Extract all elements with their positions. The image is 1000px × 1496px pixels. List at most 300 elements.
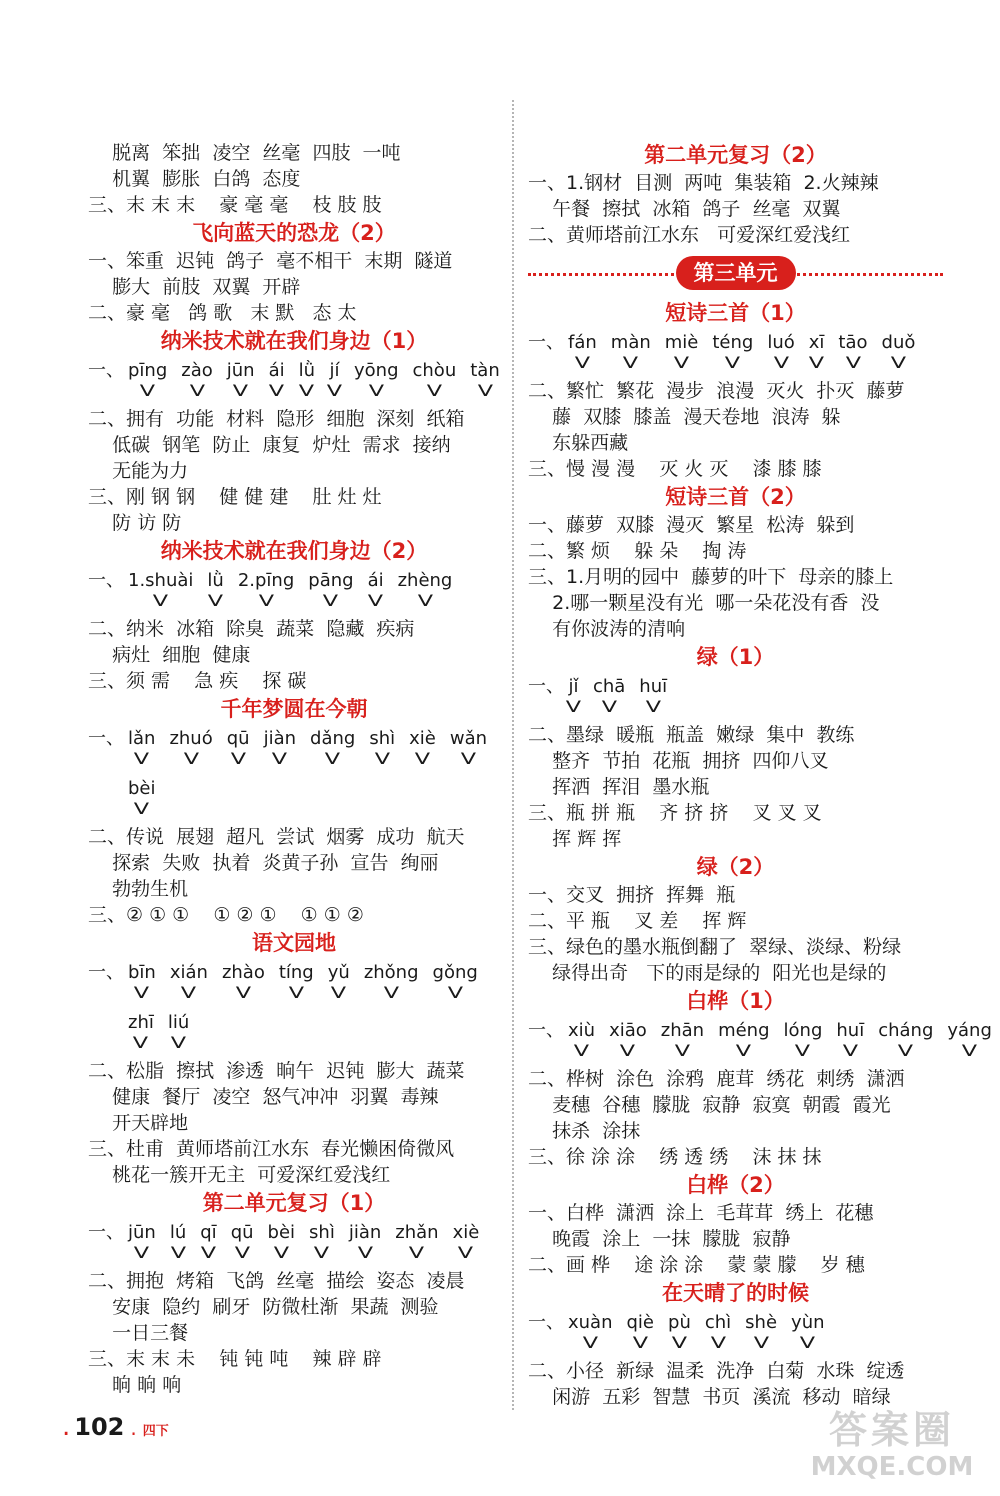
pinyin-text: xiè xyxy=(452,1222,480,1243)
check-mark-icon: V xyxy=(645,697,661,716)
section-heading: 第二单元复习（2） xyxy=(644,143,827,167)
pinyin-item xyxy=(712,332,753,372)
answer-line: 三、绿色的墨水瓶倒翻了 翠绿、淡绿、粉绿 xyxy=(528,936,902,958)
pinyin-item xyxy=(128,1012,154,1052)
check-mark-icon: V xyxy=(795,1041,811,1060)
answer-line: 二、传说 展翅 超凡 尝试 烟雾 成功 航天 xyxy=(88,826,465,848)
pinyin-text: dǎng xyxy=(310,728,356,749)
check-mark-icon: V xyxy=(409,1243,425,1262)
section-heading: 白桦（2） xyxy=(686,1173,785,1197)
check-mark-icon: V xyxy=(234,1243,250,1262)
section-heading: 语文园地 xyxy=(252,931,336,955)
pinyin-item xyxy=(453,1222,480,1262)
pinyin-text: zhào xyxy=(221,962,265,983)
answer-line: 健康 餐厅 凌空 怒气冲冲 羽翼 毒辣 xyxy=(88,1086,439,1108)
answer-line: 二、繁忙 繁花 漫步 浪漫 灭火 扑灭 藤萝 xyxy=(528,380,905,402)
check-mark-icon: V xyxy=(961,1041,978,1060)
check-mark-icon: V xyxy=(674,1041,691,1060)
pinyin-item xyxy=(368,570,384,610)
pinyin-item xyxy=(838,332,867,372)
answer-line: 桃花一簇开无主 可爱深红爱浅红 xyxy=(88,1164,391,1186)
pinyin-text: jiàn xyxy=(348,1222,382,1243)
pinyin-item xyxy=(568,332,597,372)
pinyin-text: zhèng xyxy=(397,570,453,591)
answer-line: 麦穗 谷穗 朦胧 寂静 寂寞 朝霞 霞光 xyxy=(528,1094,891,1116)
check-mark-icon: V xyxy=(357,1243,373,1262)
section-heading: 第二单元复习（1） xyxy=(202,1191,386,1215)
pinyin-text: bèi xyxy=(267,1222,296,1243)
pinyin-item xyxy=(181,360,213,400)
pinyin-text: luó xyxy=(767,332,795,353)
pinyin-item xyxy=(269,360,285,400)
footer-dot: . xyxy=(62,1412,71,1442)
answer-line: 病灶 细胞 健康 xyxy=(88,644,251,666)
answer-line: 一、交叉 拥挤 挥舞 瓶 xyxy=(528,884,736,906)
pinyin-row xyxy=(528,332,943,378)
answer-line: 午餐 擦拭 冰箱 鸽子 丝毫 双翼 xyxy=(528,198,841,220)
section-heading: 绿（1） xyxy=(696,645,775,669)
pinyin-text: bīn xyxy=(128,962,156,983)
check-mark-icon: V xyxy=(133,1033,149,1052)
check-mark-icon: V xyxy=(632,1333,648,1352)
answer-line: 二、小径 新绿 温柔 洗净 白菊 水珠 绽透 xyxy=(528,1360,905,1382)
pinyin-item xyxy=(661,1020,704,1060)
pinyin-text: chì xyxy=(704,1312,732,1333)
pinyin-item xyxy=(878,1020,933,1060)
answer-line: 一、1.钢材 目测 两吨 集装箱 2.火辣辣 xyxy=(528,172,879,194)
pinyin-item xyxy=(354,360,399,400)
answer-line: 防 访 防 xyxy=(88,512,182,534)
pinyin-row-label: 一、 xyxy=(528,1020,564,1041)
pinyin-text: cháng xyxy=(878,1020,934,1041)
pinyin-item xyxy=(308,570,353,610)
pinyin-item xyxy=(128,778,156,818)
pinyin-text: pāng xyxy=(308,570,354,591)
pinyin-item xyxy=(413,360,457,400)
pinyin-item xyxy=(349,1222,381,1262)
pinyin-item xyxy=(238,570,294,610)
check-mark-icon: V xyxy=(258,591,274,610)
answer-line: 东躲西藏 xyxy=(528,432,629,454)
pinyin-text: xī xyxy=(808,332,825,353)
pinyin-item xyxy=(309,1222,335,1262)
check-mark-icon: V xyxy=(325,749,341,768)
pinyin-item xyxy=(326,360,343,400)
answer-line: 二、墨绿 暖瓶 瓶盖 嫩绿 集中 教练 xyxy=(528,724,855,746)
check-mark-icon: V xyxy=(323,591,339,610)
pinyin-item xyxy=(593,676,625,716)
pinyin-row-label: 一、 xyxy=(88,360,124,381)
pinyin-text: shì xyxy=(309,1222,335,1243)
left-column xyxy=(88,140,500,1398)
check-mark-icon: V xyxy=(845,353,861,372)
pinyin-text: yùn xyxy=(791,1312,825,1333)
pinyin-text: huī xyxy=(639,676,668,697)
check-mark-icon: V xyxy=(200,1243,217,1262)
check-mark-icon: V xyxy=(139,381,156,400)
pinyin-item xyxy=(433,962,478,1002)
unit-title: 第三单元 xyxy=(676,256,796,290)
pinyin-text: jí xyxy=(329,360,340,381)
pinyin-row xyxy=(88,778,500,824)
section-heading: 在天晴了的时候 xyxy=(662,1281,809,1305)
check-mark-icon: V xyxy=(601,697,617,716)
pinyin-item xyxy=(227,360,255,400)
pinyin-row xyxy=(528,1020,992,1066)
answer-line: 三、瓶 拼 瓶 齐 挤 挤 叉 叉 叉 xyxy=(528,802,822,824)
check-mark-icon: V xyxy=(183,749,199,768)
pinyin-text: qū xyxy=(230,1222,254,1243)
pinyin-text: fán xyxy=(568,332,597,353)
pinyin-item xyxy=(882,332,916,372)
page-number: 102 xyxy=(74,1413,125,1441)
pinyin-text: zhuó xyxy=(169,728,213,749)
pinyin-text: 1.shuài xyxy=(128,570,194,591)
pinyin-text: bèi xyxy=(128,778,156,799)
pinyin-text: zhī xyxy=(128,1012,154,1033)
pinyin-text: xuàn xyxy=(568,1312,613,1333)
pinyin-text: yōng xyxy=(354,360,399,381)
pinyin-text: huī xyxy=(836,1020,865,1041)
answer-line: 藤 双膝 膝盖 漫天卷地 浪涛 躲 xyxy=(528,406,841,428)
answer-line: 绿得出奇 下的雨是绿的 阳光也是绿的 xyxy=(528,962,887,984)
check-mark-icon: V xyxy=(673,353,690,372)
check-mark-icon: V xyxy=(230,749,246,768)
section-heading: 白桦（1） xyxy=(686,989,785,1013)
check-mark-icon: V xyxy=(134,983,150,1002)
check-mark-icon: V xyxy=(890,353,907,372)
pinyin-row-label: 一、 xyxy=(528,332,564,353)
section-heading: 纳米技术就在我们身边（2） xyxy=(160,539,428,563)
pinyin-text: tíng xyxy=(278,962,314,983)
pinyin-item xyxy=(568,1312,613,1352)
grade-label: 四下 xyxy=(142,1424,169,1439)
column-divider xyxy=(512,100,514,1410)
check-mark-icon: V xyxy=(477,381,493,400)
check-mark-icon: V xyxy=(725,353,741,372)
pinyin-item xyxy=(227,728,250,768)
pinyin-item xyxy=(809,332,825,372)
pinyin-text: 2.pīng xyxy=(237,570,295,591)
pinyin-text: lǜ xyxy=(298,360,316,381)
pinyin-item xyxy=(128,1222,156,1262)
check-mark-icon: V xyxy=(314,1243,330,1262)
check-mark-icon: V xyxy=(736,1041,752,1060)
pinyin-row xyxy=(88,1012,500,1058)
pinyin-text: xiāo xyxy=(609,1020,647,1041)
answer-line: 晌 晌 响 xyxy=(88,1374,182,1396)
pinyin-item xyxy=(450,728,487,768)
pinyin-item xyxy=(369,728,395,768)
pinyin-text: yáng xyxy=(947,1020,992,1041)
section-heading: 飞向蓝天的恐龙（2） xyxy=(192,221,396,245)
watermark-logo-text: 答案圈 xyxy=(828,1408,955,1452)
check-mark-icon: V xyxy=(170,1243,186,1262)
check-mark-icon: V xyxy=(134,799,150,818)
pinyin-text: jǐ xyxy=(568,676,579,697)
pinyin-text: téng xyxy=(712,332,754,353)
pinyin-row xyxy=(88,962,500,1008)
answer-line: 挥 辉 挥 xyxy=(528,828,622,850)
answer-line: 闲游 五彩 智慧 书页 溪流 移动 暗绿 xyxy=(528,1386,891,1408)
check-mark-icon: V xyxy=(374,749,390,768)
answer-line: 二、拥有 功能 材料 隐形 细胞 深刻 纸箱 xyxy=(88,408,465,430)
pinyin-item xyxy=(668,1312,691,1352)
check-mark-icon: V xyxy=(368,381,384,400)
answer-line: 晚霞 涂上 一抹 朦胧 寂静 xyxy=(528,1228,791,1250)
check-mark-icon: V xyxy=(620,1041,636,1060)
answer-line: 低碳 钢笔 防止 康复 炉灶 需求 接纳 xyxy=(88,434,451,456)
check-mark-icon: V xyxy=(170,1033,187,1052)
pinyin-text: miè xyxy=(664,332,699,353)
pinyin-item xyxy=(264,728,296,768)
pinyin-row xyxy=(528,1312,943,1358)
check-mark-icon: V xyxy=(573,1041,590,1060)
pinyin-text: lú xyxy=(169,1222,187,1243)
pinyin-item xyxy=(128,728,155,768)
pinyin-text: zhǎn xyxy=(395,1222,439,1243)
pinyin-item xyxy=(836,1020,864,1060)
pinyin-text: ái xyxy=(268,360,285,381)
pinyin-item xyxy=(398,570,453,610)
pinyin-item xyxy=(222,962,265,1002)
pinyin-text: shì xyxy=(369,728,396,749)
answer-line: 二、豪 毫 鸽 歌 末 默 态 太 xyxy=(88,302,357,324)
pinyin-text: tàn xyxy=(470,360,500,381)
pinyin-item xyxy=(128,570,193,610)
pinyin-row-label: 一、 xyxy=(88,570,124,591)
pinyin-row xyxy=(88,360,500,406)
pinyin-text: tāo xyxy=(838,332,868,353)
check-mark-icon: V xyxy=(414,749,431,768)
answer-line: 三、末 末 末 豪 毫 毫 枝 肢 肢 xyxy=(88,194,382,216)
check-mark-icon: V xyxy=(153,591,169,610)
pinyin-text: xiè xyxy=(409,728,436,749)
pinyin-text: chā xyxy=(592,676,626,697)
pinyin-row xyxy=(88,570,500,616)
answer-line: 一、藤萝 双膝 漫灭 繁星 松涛 躲到 xyxy=(528,514,855,536)
answer-line: 抹杀 涂抹 xyxy=(528,1120,641,1142)
pinyin-row xyxy=(88,728,500,774)
check-mark-icon: V xyxy=(233,381,249,400)
answer-line: 二、繁 烦 躲 朵 掏 涛 xyxy=(528,540,747,562)
pinyin-text: qū xyxy=(226,728,250,749)
answer-line: 开天辟地 xyxy=(88,1112,189,1134)
check-mark-icon: V xyxy=(273,1243,289,1262)
page-footer xyxy=(62,1412,169,1442)
answer-line: 安康 隐约 刷牙 防微杜渐 果蔬 测验 xyxy=(88,1296,439,1318)
check-mark-icon: V xyxy=(326,381,343,400)
check-mark-icon: V xyxy=(189,381,205,400)
pinyin-item xyxy=(310,728,355,768)
answer-line: 二、桦树 涂色 涂鸦 鹿茸 绣花 刺绣 潇洒 xyxy=(528,1068,905,1090)
answer-line: 二、黄师塔前江水东 可爱深红爱浅红 xyxy=(528,224,851,246)
pinyin-text: qī xyxy=(200,1222,217,1243)
pinyin-item xyxy=(170,962,208,1002)
check-mark-icon: V xyxy=(671,1333,688,1352)
pinyin-item xyxy=(947,1020,992,1060)
section-heading: 千年梦圆在今朝 xyxy=(220,697,368,721)
check-mark-icon: V xyxy=(383,983,399,1002)
pinyin-item xyxy=(328,962,350,1002)
pinyin-row-label: 一、 xyxy=(88,1222,124,1243)
check-mark-icon: V xyxy=(623,353,639,372)
answer-line: 探索 失败 执着 炎黄子孙 宣告 绚丽 xyxy=(88,852,439,874)
check-mark-icon: V xyxy=(426,381,443,400)
check-mark-icon: V xyxy=(268,381,285,400)
pinyin-text: chòu xyxy=(412,360,457,381)
right-column xyxy=(528,140,992,1410)
unit-banner xyxy=(528,254,943,294)
pinyin-text: zhān xyxy=(660,1020,705,1041)
pinyin-text: jūn xyxy=(128,1222,156,1243)
check-mark-icon: V xyxy=(417,591,433,610)
answer-line: 三、慢 漫 漫 灭 火 灭 漆 膝 膝 xyxy=(528,458,822,480)
answer-line: 三、刚 钢 钢 健 健 建 肚 灶 灶 xyxy=(88,486,382,508)
answer-line: 三、须 需 急 疾 探 碳 xyxy=(88,670,307,692)
pinyin-item xyxy=(627,1312,655,1352)
check-mark-icon: V xyxy=(299,381,315,400)
check-mark-icon: V xyxy=(235,983,252,1002)
check-mark-icon: V xyxy=(842,1041,858,1060)
answer-line: 膨大 前肢 双翼 开辟 xyxy=(88,276,301,298)
section-heading: 短诗三首（2） xyxy=(665,485,806,509)
answer-line: 脱离 笨拙 凌空 丝毫 四肢 一吨 xyxy=(88,142,401,164)
check-mark-icon: V xyxy=(367,591,384,610)
pinyin-item xyxy=(745,1312,777,1352)
section-heading: 绿（2） xyxy=(696,855,775,879)
check-mark-icon: V xyxy=(134,1243,150,1262)
answer-line: 三、末 末 未 钝 钝 吨 辣 辟 辟 xyxy=(88,1348,382,1370)
answer-line: 机翼 膨胀 白鸽 态度 xyxy=(88,168,301,190)
pinyin-row-label: 一、 xyxy=(88,962,124,983)
pinyin-text: méng xyxy=(718,1020,770,1041)
answer-line: 勃勃生机 xyxy=(88,878,189,900)
site-watermark xyxy=(802,1408,982,1484)
pinyin-item xyxy=(791,1312,824,1352)
pinyin-item xyxy=(200,1222,216,1262)
pinyin-text: ái xyxy=(367,570,384,591)
answer-line: 二、拥抱 烤箱 飞鸽 丝毫 描绘 姿态 凌晨 xyxy=(88,1270,465,1292)
check-mark-icon: V xyxy=(753,1333,769,1352)
pinyin-item xyxy=(611,332,651,372)
pinyin-item xyxy=(128,360,167,400)
pinyin-text: màn xyxy=(610,332,651,353)
pinyin-item xyxy=(168,1012,189,1052)
pinyin-text: shè xyxy=(745,1312,778,1333)
answer-line: 一、白桦 潇洒 涂上 毛茸茸 绣上 花穗 xyxy=(528,1202,874,1224)
pinyin-row-label: 一、 xyxy=(528,1312,564,1333)
check-mark-icon: V xyxy=(288,983,304,1002)
pinyin-item xyxy=(170,1222,186,1262)
check-mark-icon: V xyxy=(181,983,197,1002)
check-mark-icon: V xyxy=(272,749,288,768)
footer-dot: . xyxy=(130,1416,137,1440)
pinyin-text: jūn xyxy=(226,360,255,381)
pinyin-item xyxy=(231,1222,254,1262)
check-mark-icon: V xyxy=(460,749,477,768)
check-mark-icon: V xyxy=(331,983,347,1002)
check-mark-icon: V xyxy=(800,1333,816,1352)
answer-line: 二、松脂 擦拭 渗透 晌午 迟钝 膨大 蔬菜 xyxy=(88,1060,465,1082)
check-mark-icon: V xyxy=(134,749,150,768)
pinyin-text: xián xyxy=(169,962,208,983)
pinyin-text: lóng xyxy=(783,1020,823,1041)
pinyin-item xyxy=(767,332,794,372)
check-mark-icon: V xyxy=(808,353,825,372)
pinyin-text: zhǒng xyxy=(363,962,419,983)
pinyin-text: gǒng xyxy=(432,962,478,983)
check-mark-icon: V xyxy=(710,1333,726,1352)
pinyin-text: duǒ xyxy=(881,332,916,353)
pinyin-item xyxy=(718,1020,769,1060)
check-mark-icon: V xyxy=(565,697,582,716)
pinyin-item xyxy=(665,332,699,372)
check-mark-icon: V xyxy=(773,353,789,372)
pinyin-text: liú xyxy=(167,1012,190,1033)
pinyin-item xyxy=(395,1222,438,1262)
pinyin-item xyxy=(299,360,315,400)
answer-line: 二、平 瓶 叉 差 挥 辉 xyxy=(528,910,747,932)
pinyin-row-label: 一、 xyxy=(528,676,564,697)
pinyin-item xyxy=(565,676,582,716)
pinyin-text: pù xyxy=(668,1312,691,1333)
pinyin-item xyxy=(279,962,314,1002)
answer-line: 一日三餐 xyxy=(88,1322,189,1344)
pinyin-text: wǎn xyxy=(449,728,488,749)
pinyin-item xyxy=(169,728,212,768)
pinyin-item xyxy=(207,570,223,610)
pinyin-text: qiè xyxy=(626,1312,655,1333)
pinyin-text: lǎn xyxy=(128,728,156,749)
pinyin-row-label: 一、 xyxy=(88,728,124,749)
answer-line: 有你波涛的清响 xyxy=(528,618,686,640)
section-heading: 短诗三首（1） xyxy=(665,301,806,325)
answer-line: 三、1.月明的园中 藤萝的叶下 母亲的膝上 xyxy=(528,566,894,588)
watermark-url: MXQE.COM xyxy=(810,1452,974,1482)
pinyin-item xyxy=(568,1020,595,1060)
answer-line: 一、笨重 迟钝 鸽子 毫不相干 末期 隧道 xyxy=(88,250,453,272)
answer-line: 三、徐 涂 涂 绣 透 绣 沫 抹 抹 xyxy=(528,1146,822,1168)
check-mark-icon: V xyxy=(207,591,224,610)
pinyin-item xyxy=(409,728,436,768)
check-mark-icon: V xyxy=(898,1041,914,1060)
answer-line: 二、画 桦 途 涂 涂 蒙 蒙 朦 岁 穗 xyxy=(528,1254,865,1276)
check-mark-icon: V xyxy=(458,1243,474,1262)
answer-line: 无能为力 xyxy=(88,460,189,482)
pinyin-text: pīng xyxy=(128,360,168,381)
pinyin-item xyxy=(128,962,156,1002)
answer-line: 二、纳米 冰箱 除臭 蔬菜 隐藏 疾病 xyxy=(88,618,415,640)
pinyin-row xyxy=(88,1222,500,1268)
answer-line: 三、② ① ① ① ② ① ① ① ② xyxy=(88,904,364,926)
pinyin-text: xiù xyxy=(568,1020,596,1041)
pinyin-item xyxy=(639,676,667,716)
pinyin-item xyxy=(470,360,500,400)
pinyin-text: zào xyxy=(181,360,213,381)
pinyin-text: jiàn xyxy=(263,728,297,749)
pinyin-item xyxy=(705,1312,731,1352)
check-mark-icon: V xyxy=(582,1333,598,1352)
check-mark-icon: V xyxy=(574,353,591,372)
answer-line: 2.哪一颗星没有光 哪一朵花没有香 没 xyxy=(528,592,880,614)
answer-line: 挥洒 挥泪 墨水瓶 xyxy=(528,776,710,798)
pinyin-item xyxy=(609,1020,647,1060)
answer-line: 整齐 节拍 花瓶 拥挤 四仰八叉 xyxy=(528,750,829,772)
pinyin-text: lǜ xyxy=(207,570,224,591)
section-heading: 纳米技术就在我们身边（1） xyxy=(160,329,428,353)
check-mark-icon: V xyxy=(447,983,463,1002)
